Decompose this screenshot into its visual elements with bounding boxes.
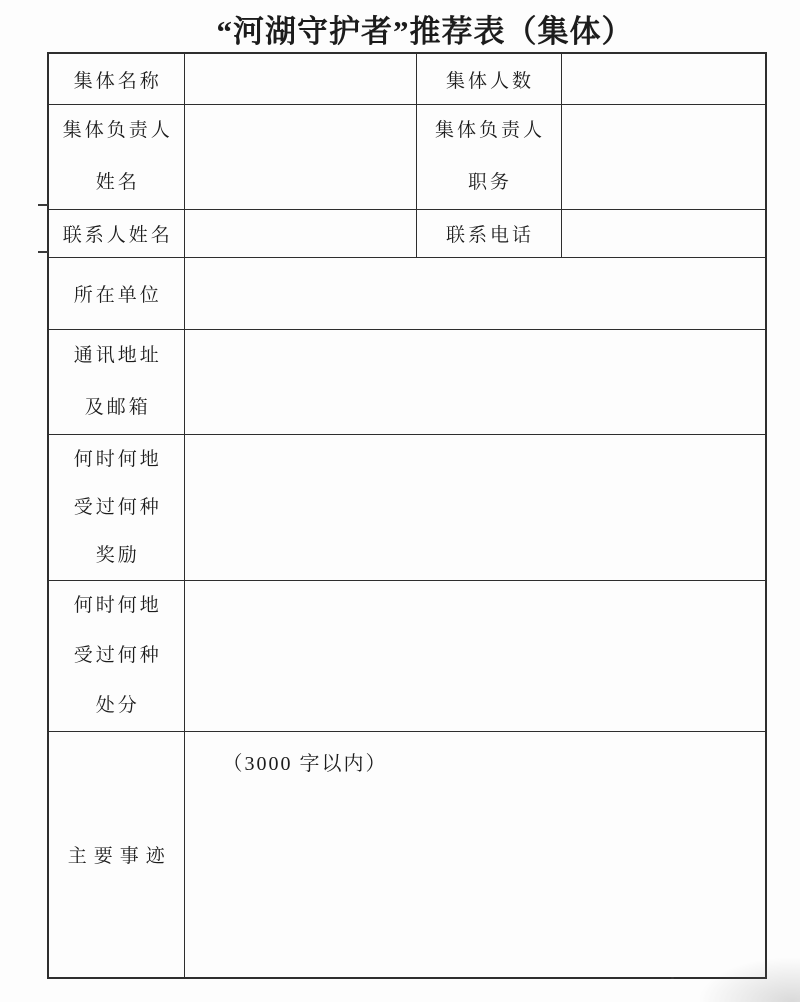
value-cell-contact-phone [561,210,766,258]
label-line: 受过何种 [73,496,162,518]
label-cell-contact-phone [416,210,561,258]
label-line: 集体负责人 [62,120,173,141]
scan-corner-smudge [700,958,800,1002]
label-line: 主要事迹 [67,846,172,867]
label-cell-awards [48,435,184,581]
value-cell-leader-post [561,105,766,210]
label-cell-main-deeds [48,732,184,979]
label-line: 及邮箱 [84,397,151,418]
label-line: 通讯地址 [73,345,162,366]
label-cell-sanctions [48,581,184,732]
value-cell-collective-name [184,53,416,105]
label-cell-contact-name [48,210,184,258]
label-cell-address-email [48,330,184,435]
scan-speck [671,977,674,979]
value-cell-main-deeds [184,732,766,979]
value-cell-collective-count [561,53,766,105]
label-line: 所在单位 [73,285,162,306]
scan-line-overshoot [38,204,48,206]
value-cell-contact-name [184,210,416,258]
label-line: 职务 [467,172,512,193]
value-cell-awards [184,435,766,581]
scan-line-overshoot [38,251,48,253]
label-line: 姓名 [95,172,140,193]
table-row-main-deeds [48,732,766,979]
label-cell-leader-name [48,105,184,210]
value-cell-sanctions [184,581,766,732]
table-row-leader [48,105,766,210]
label-cell-collective-count [416,53,561,105]
label-line: 联系电话 [445,225,534,246]
value-cell-organization [184,258,766,330]
label-line: 处分 [95,695,140,716]
label-line: 何时何地 [73,448,162,470]
table-row-awards [48,435,766,581]
form-title: “河湖守护者”推荐表（集体） [216,14,634,49]
value-cell-leader-name [184,105,416,210]
table-row-sanctions [48,581,766,732]
value-cell-address-email [184,330,766,435]
table-row-basic-info [48,53,766,105]
label-line: 集体负责人 [434,120,545,141]
label-cell-collective-name [48,53,184,105]
label-cell-leader-post [416,105,561,210]
label-line: 联系人姓名 [62,225,173,246]
table-row-organization [48,258,766,330]
recommendation-table [47,52,767,979]
label-line: 受过何种 [73,645,162,666]
label-line: 集体人数 [445,70,534,92]
label-line: 何时何地 [73,595,162,616]
label-line: 集体名称 [73,70,162,92]
label-line: 奖励 [95,544,140,566]
table-row-contact [48,210,766,258]
table-row-address [48,330,766,435]
label-cell-organization [48,258,184,330]
word-limit-hint: （3000 字以内） [222,753,388,775]
